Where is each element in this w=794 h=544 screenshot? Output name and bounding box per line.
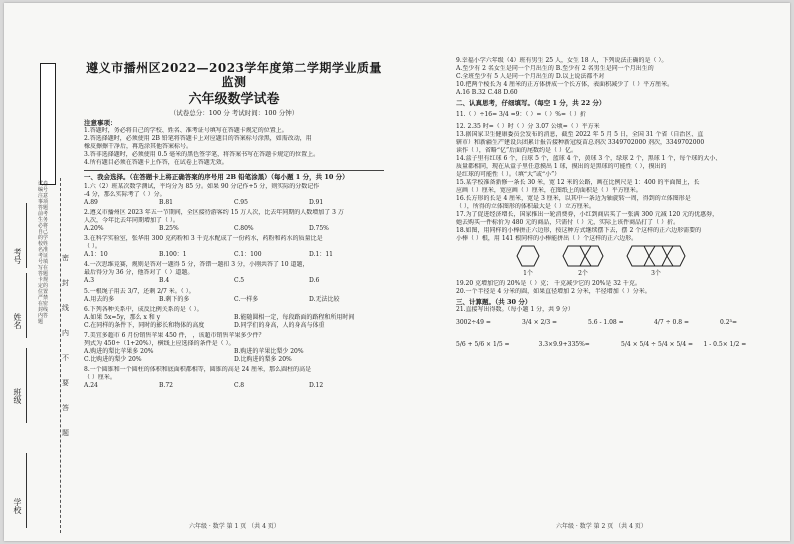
field-class-line xyxy=(26,348,27,423)
binding-note: 试卷编号 注意事项 答题前考生务必将自己的学校姓名准考证号填写在答题卡规定的位置 严禁在密封线内答题 xyxy=(38,181,49,325)
question-line: A.16 B.32 C.48 D.60 xyxy=(456,89,518,96)
calc-item: 1 - 0.5× 1/2 = xyxy=(703,341,747,348)
seal-char: 线 xyxy=(62,304,69,312)
option: A.用去的多 xyxy=(84,296,115,303)
section-3-heading: 三、计算题。（共 30 分） xyxy=(456,298,532,306)
question-4 xyxy=(84,261,384,285)
option: C.在同样的条件下，同时的影长和物体的高度 xyxy=(84,322,205,329)
option: C.80% xyxy=(234,225,254,232)
exam-code-box xyxy=(40,63,56,185)
question-text: （ ）厘米。 xyxy=(84,374,116,381)
question-line: 她去购买一件标价为 480 元的商品，只需付（ ）元，实际上该件商品打了（ ）折。 xyxy=(456,219,680,226)
question-text: 8.一个圆锥和一个圆柱的体积和底面积都相等，圆锥的高是 24 厘米，那么圆柱的高是 xyxy=(84,366,312,373)
question-line: 是红球的可能性（ ）。（填“大”或“小”） xyxy=(456,171,561,178)
option: D.1：11 xyxy=(309,251,333,258)
question-line: 10.把两个棱长为 4 厘米的正方体拼成一个长方体，表面积减少了（ ）平方厘米。 xyxy=(456,81,674,88)
hexagon-figure xyxy=(516,245,786,278)
question-line: 9.幸福小学六年级（4）班有男生 25 人，女生 18 人，下列说法正确的是（ ）。 xyxy=(456,57,668,64)
seal-char: 内 xyxy=(62,329,69,337)
notice-heading: 注意事项： xyxy=(84,119,117,127)
question-6 xyxy=(84,306,384,330)
calc-item: 5/6 + 5/6 × 1/5 = xyxy=(456,341,510,348)
option: D.91 xyxy=(309,199,324,206)
page-footer: 六年级 · 数学 第 2 页 （共 4 页） xyxy=(556,523,647,530)
option: A.24 xyxy=(84,382,98,389)
seal-line xyxy=(60,178,61,533)
question-line: A.至少有 2 名女生是同一个月出生的 B.至少有 2 名男生是同一个月出生的 xyxy=(456,65,654,72)
notice-line: 橡皮擦擦干净后，再选涂其他答案标号。 xyxy=(84,143,193,150)
question-line: 读作（ ），省略“亿”后面的尾数约是（ ）亿。 xyxy=(456,147,577,154)
option: A.如果 5x=5y，那么 x 和 y xyxy=(84,314,161,321)
option: A.1：10 xyxy=(84,251,108,258)
seal-char: 密 xyxy=(62,254,69,262)
calc-row xyxy=(456,319,786,327)
score-info: （试卷总分：100 分 考试时间：100 分钟） xyxy=(169,109,299,117)
field-school-label: 学校 xyxy=(13,498,22,514)
option: A.购进的梨比苹果多 20% xyxy=(84,348,154,355)
question-1 xyxy=(84,183,384,207)
option: A.3 xyxy=(84,277,95,284)
question-text: 5.一根绳子用去 3/7，还剩 2/7 米。（ ）。 xyxy=(84,288,195,295)
calc-item: 4/7 ÷ 0.8 = xyxy=(654,319,689,326)
option: B.100：1 xyxy=(159,251,187,258)
option: B.25% xyxy=(159,225,179,232)
notice-line: 1.答题时，务必将自己的学校、姓名、准考证号填写在答题卡规定的位置上。 xyxy=(84,127,288,134)
question-text: 7.美宜多超市 6 月份销售苹果 450 件， ，该超市销售苹果多少件？ xyxy=(84,332,265,339)
seal-char: 题 xyxy=(62,429,69,437)
field-name-line xyxy=(26,273,27,338)
question-3 xyxy=(84,235,384,259)
section-1-heading: 一、我会选择。（在答题卡上将正确答案的序号用 2B 铅笔涂黑）（每小题 1 分，共 10 分） xyxy=(84,173,349,181)
calc-item: 3.3×9.9+335%= xyxy=(538,341,590,348)
option: D.75% xyxy=(309,225,329,232)
option: D.同学们的身高，人的身高与体重 xyxy=(234,322,325,329)
exam-subtitle: 六年级数学试卷 xyxy=(188,92,280,107)
question-text: （ ）。 xyxy=(84,243,101,250)
hexagon-1 xyxy=(516,245,540,278)
question-line: 小棒（ ）根，用 141 根同样的小棒能拼出（ ）个这样的正六边形。 xyxy=(456,235,638,242)
question-line: 14.盒子里有红球 6 个，白球 5 个，蓝球 4 个，黄球 3 个，绿球 2 个，黑球 1 个，每个球的大小、 xyxy=(456,155,722,162)
seal-char: 封 xyxy=(62,279,69,287)
question-text: 2.遵义市播州区 2023 年五一节期间，全区接待游客约 15 万人次，比去年同期的人数增加了 3 万 xyxy=(84,209,344,216)
option: B.能随圆相一定，每段路面的路程和所用时间 xyxy=(234,314,355,321)
hexagon-label: 3个 xyxy=(651,270,661,277)
hexagon-2 xyxy=(562,245,604,278)
option: C.1：100 xyxy=(234,251,262,258)
question-line: 15.某学校准备新修一条长 30 米，宽 12 米的公路，画在比例尺是 1：400 的平面图上，长 xyxy=(456,179,700,186)
page-footer: 六年级 · 数学 第 1 页 （共 4 页） xyxy=(189,523,280,530)
question-line: （ ），所得的立体图形的体积最大是（ ）立方厘米。 xyxy=(456,203,595,210)
calc-item: 3002÷49 = xyxy=(456,319,491,326)
binding-margin xyxy=(4,3,72,541)
calc-item: 5.6 - 1.08 = xyxy=(588,319,624,326)
exam-paper xyxy=(4,3,790,541)
hexagon-label: 1个 xyxy=(523,270,533,277)
notice-line: 3.答非选择题时，必须使用 0.5 毫米的黑色签字笔，将答案书写在答题卡规定的位置上。 xyxy=(84,151,320,158)
question-line: 21.直接写出得数。（每小题 1 分，共 9 分） xyxy=(456,306,574,313)
hexagon-3 xyxy=(626,245,686,278)
section-2-heading: 二、认真思考，仔细填写。（每空 1 分，共 22 分） xyxy=(456,99,606,107)
field-number-label: 考号 xyxy=(13,248,22,264)
seal-char: 不 xyxy=(62,354,69,362)
seal-char: 答 xyxy=(62,404,69,412)
option: B.购进的苹果比梨少 20% xyxy=(234,348,304,355)
seal-char: 要 xyxy=(62,379,69,387)
notice-line: 4.所有题目必须在答题卡上作答，在试卷上答题无效。 xyxy=(84,159,228,166)
question-line: 17.为了促进经济增长，国家推出一轮消费券，小红到商店买了一张满 300 元减 120 元的优惠券， xyxy=(456,211,719,218)
calc-item: 5/4 × 5/4 ÷ 5/4 × 5/4 = xyxy=(621,341,694,348)
divider xyxy=(84,170,384,171)
option: C.一样多 xyxy=(234,296,259,303)
question-text: 列式为 450÷（1+20%），横线上应选择的条件是（ ）。 xyxy=(84,340,235,347)
question-text: 4.一次思维竞赛，规则是答对一题得 5 分，答错一题扣 3 分，小刚共答了 10 道题， xyxy=(84,261,309,268)
calc-item: 0.2³= xyxy=(720,319,737,326)
option: C.8 xyxy=(234,382,245,389)
question-line: 12. 2.35 时=（ ）时（ ）分 3.07 公顷=（ ）平方米 xyxy=(456,123,600,130)
option: B.81 xyxy=(159,199,173,206)
question-2 xyxy=(84,209,384,233)
field-school-line xyxy=(26,453,27,528)
calc-row xyxy=(456,341,786,349)
option: C.比购进的梨少 20% xyxy=(84,356,142,363)
field-class-label: 班级 xyxy=(13,388,22,404)
question-text: 人次，今年比去年同期增加了（ ）。 xyxy=(84,217,179,224)
page-2-column xyxy=(456,3,786,541)
question-5 xyxy=(84,288,384,304)
question-line: 20.一个半径是 4 分米的圆，如果直径增加 2 分米，半径增加（ ）分米。 xyxy=(456,288,651,295)
option: D.6 xyxy=(309,277,320,284)
exam-title: 遵义市播州区2022—2023学年度第二学期学业质量监测 xyxy=(86,61,382,89)
option: B.剩下的多 xyxy=(159,296,190,303)
question-7 xyxy=(84,332,384,364)
option: D.12 xyxy=(309,382,324,389)
option: B.4 xyxy=(159,277,170,284)
page-1-column xyxy=(84,3,384,541)
notice-line: 2.答选择题时，必须使用 2B 铅笔将答题卡上对应题目的答案标号涂黑，如需改动，用 xyxy=(84,135,312,142)
question-text: -4 分，那么实际考了（ ）分。 xyxy=(84,191,166,198)
option: A.89 xyxy=(84,199,98,206)
question-line: 11.（ ）÷16= 3/4 =9：（ ）=（ ）%=（ ）折 xyxy=(456,111,586,118)
question-line: 应画（ ）厘米，宽应画（ ）厘米，在图纸上的面积是（ ）平方厘米。 xyxy=(456,187,642,194)
question-text: 6.下列各种关系中，成反比例关系的是（ ）。 xyxy=(84,306,203,313)
hexagon-label: 2个 xyxy=(578,270,588,277)
question-line: 16.长方形的长是 4 厘米，宽是 3 厘米，以其中一条边为轴旋转一周，得到的立体图形是 xyxy=(456,195,691,202)
question-line: C.全班至少有 5 人是同一个月出生的 D.以上说法都不对 xyxy=(456,73,605,80)
option: D.比购进的梨多 20% xyxy=(234,356,292,363)
calc-item: 3/4 × 2/3 = xyxy=(522,319,558,326)
question-text: 3.在科学实验室，张华用 300 克药粉和 3 千克水配成了一份药水，药粉和药水的质量比是 xyxy=(84,235,323,242)
option: A.20% xyxy=(84,225,104,232)
question-text: 1.六（2）班某次数学测试，平均分为 85 分。如果 90 分记作+5 分，则实际的分数记作 xyxy=(84,183,320,190)
option: C.95 xyxy=(234,199,248,206)
question-line: 19.20 克增加它的 20%是（ ）克； 千克减少它的 20%是 32 千克。 xyxy=(456,280,641,287)
option: D.无法比较 xyxy=(309,296,340,303)
question-line: 质量都相同，现在从盒子里任意摸出 1 球，摸出的是黑球的可能性（ ），摸出的 xyxy=(456,163,667,170)
question-line: 13.据国家卫生健康委员会发布的消息，截至 2022 年 5 月 5 日，全国 31 个省（自治区、直 xyxy=(456,131,704,138)
option: B.72 xyxy=(159,382,173,389)
question-line: 18.如图，用同样的小棒拼正六边形，按这种方式继续摆下去，摆 2 个这样的正六边形需要的 xyxy=(456,227,702,234)
question-line: 辖市）和新疆生产建设兵团累计报告接种新冠疫苗总剂次 3349702000 剂次，3349702000 xyxy=(456,139,705,146)
field-name-label: 姓名 xyxy=(13,313,22,329)
option: C.5 xyxy=(234,277,245,284)
question-8 xyxy=(84,366,384,390)
question-text: 最后得分为 36 分，他答对了（ ）道题。 xyxy=(84,269,194,276)
field-number-line xyxy=(26,203,27,268)
